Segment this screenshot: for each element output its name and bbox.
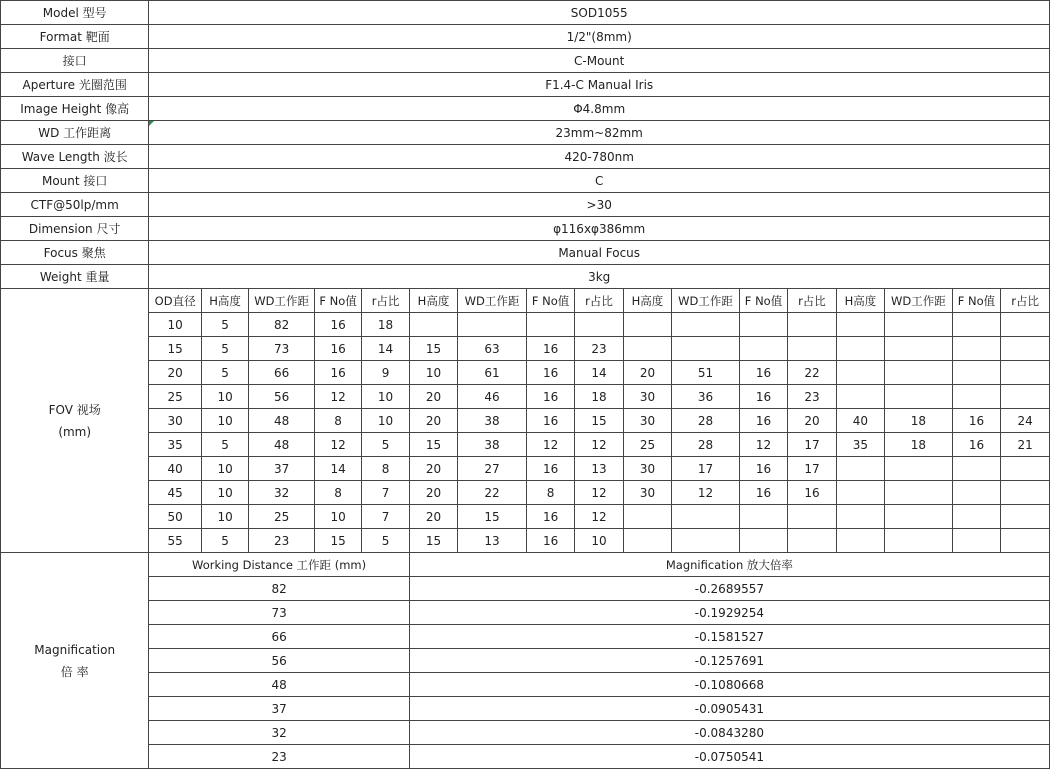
fov-cell [575,313,623,337]
fov-cell: 16 [526,457,574,481]
fov-cell: 32 [249,481,315,505]
fov-cell: 46 [458,385,527,409]
fov-cell: 16 [739,385,787,409]
fov-cell: 16 [526,361,574,385]
spec-label: Model 型号 [1,1,149,25]
fov-cell: 16 [739,457,787,481]
working-distance-cell: 32 [149,721,409,745]
fov-cell [952,529,1000,553]
fov-cell [836,505,884,529]
fov-cell [1001,337,1050,361]
fov-cell: 10 [201,505,248,529]
fov-column-header: r占比 [788,289,836,313]
fov-column-header: H高度 [201,289,248,313]
fov-label-line2: (mm) [58,424,92,439]
fov-data-row [1,409,1050,433]
fov-cell: 16 [788,481,836,505]
fov-column-header: WD工作距 [458,289,527,313]
fov-cell [1001,457,1050,481]
fov-cell: 25 [623,433,671,457]
fov-cell: 73 [249,337,315,361]
spec-label: Aperture 光圈范围 [1,73,149,97]
spec-value: 1/2"(8mm) [149,25,1050,49]
fov-cell: 10 [362,409,409,433]
fov-cell [952,457,1000,481]
fov-cell: 7 [362,505,409,529]
fov-data-row [1,505,1050,529]
fov-cell: 8 [314,481,361,505]
fov-cell [623,313,671,337]
fov-cell: 16 [314,361,361,385]
spec-value: >30 [149,193,1050,217]
fov-cell: 12 [314,385,361,409]
fov-cell: 12 [575,433,623,457]
fov-cell: 5 [362,433,409,457]
fov-cell [885,505,953,529]
magnification-value-cell: -0.2689557 [409,577,1049,601]
magnification-data-row [1,697,1050,721]
fov-cell: 10 [362,385,409,409]
spec-label: WD 工作距离 [1,121,149,145]
magnification-value-cell: -0.1080668 [409,673,1049,697]
fov-column-header: F No值 [526,289,574,313]
spec-label: 接口 [1,49,149,73]
fov-column-header: H高度 [409,289,457,313]
fov-cell: 28 [672,409,740,433]
fov-cell: 22 [788,361,836,385]
fov-cell [952,337,1000,361]
fov-cell [952,385,1000,409]
fov-cell: 12 [672,481,740,505]
fov-cell: 10 [201,409,248,433]
spec-value: 3kg [149,265,1050,289]
spec-row [1,121,1050,145]
fov-cell: 10 [201,481,248,505]
fov-cell [885,361,953,385]
spec-label: CTF@50lp/mm [1,193,149,217]
fov-cell: 5 [201,529,248,553]
fov-cell: 14 [362,337,409,361]
fov-cell: 24 [1001,409,1050,433]
fov-cell: 40 [149,457,201,481]
fov-cell [739,313,787,337]
spec-row [1,193,1050,217]
fov-data-row [1,433,1050,457]
magnification-header-row [1,553,1050,577]
fov-cell [788,337,836,361]
fov-header-row [1,289,1050,313]
fov-cell [836,481,884,505]
fov-cell: 20 [409,481,457,505]
fov-column-header: r占比 [362,289,409,313]
fov-cell: 66 [249,361,315,385]
magnification-data-row [1,577,1050,601]
fov-cell [672,313,740,337]
magnification-value-cell: -0.0750541 [409,745,1049,769]
fov-cell: 16 [314,313,361,337]
fov-column-header: WD工作距 [672,289,740,313]
fov-cell [409,313,457,337]
fov-column-header: OD直径 [149,289,201,313]
fov-cell: 37 [249,457,315,481]
fov-cell [788,505,836,529]
working-distance-cell: 48 [149,673,409,697]
fov-cell: 16 [739,481,787,505]
fov-cell: 20 [623,361,671,385]
fov-cell: 15 [149,337,201,361]
working-distance-cell: 23 [149,745,409,769]
fov-cell: 10 [314,505,361,529]
spec-label: Weight 重量 [1,265,149,289]
fov-column-header: F No值 [952,289,1000,313]
fov-cell: 16 [739,409,787,433]
spec-table-body [1,1,1050,769]
spec-label: Focus 聚焦 [1,241,149,265]
working-distance-cell: 37 [149,697,409,721]
fov-cell: 20 [788,409,836,433]
fov-cell: 23 [575,337,623,361]
fov-cell: 22 [458,481,527,505]
fov-cell: 5 [201,361,248,385]
fov-cell: 5 [201,337,248,361]
fov-cell: 61 [458,361,527,385]
fov-cell: 38 [458,409,527,433]
spec-value: C-Mount [149,49,1050,73]
fov-column-header: r占比 [575,289,623,313]
magnification-data-row [1,625,1050,649]
fov-cell: 63 [458,337,527,361]
spec-row [1,97,1050,121]
fov-cell [836,385,884,409]
fov-cell: 17 [788,433,836,457]
fov-cell [1001,481,1050,505]
fov-cell [952,313,1000,337]
fov-label-line1: FOV 视场 [48,402,101,417]
working-distance-header: Working Distance 工作距 (mm) [149,553,409,577]
fov-column-header: WD工作距 [249,289,315,313]
working-distance-cell: 82 [149,577,409,601]
spec-row [1,49,1050,73]
fov-cell: 23 [249,529,315,553]
fov-cell: 25 [249,505,315,529]
fov-cell [885,481,953,505]
fov-cell [952,505,1000,529]
fov-cell: 16 [526,505,574,529]
fov-data-row [1,457,1050,481]
fov-cell [739,337,787,361]
fov-cell: 13 [575,457,623,481]
fov-data-row [1,337,1050,361]
fov-cell: 35 [836,433,884,457]
fov-cell: 30 [623,481,671,505]
fov-cell: 12 [575,505,623,529]
fov-cell: 18 [885,409,953,433]
spec-label: Dimension 尺寸 [1,217,149,241]
fov-cell: 7 [362,481,409,505]
fov-cell: 8 [526,481,574,505]
fov-cell: 14 [314,457,361,481]
magnification-data-row [1,649,1050,673]
fov-cell: 56 [249,385,315,409]
fov-cell: 10 [201,385,248,409]
fov-cell: 16 [526,409,574,433]
fov-cell [739,505,787,529]
fov-cell: 48 [249,409,315,433]
spec-row [1,145,1050,169]
spec-label: Mount 接口 [1,169,149,193]
spec-row [1,73,1050,97]
fov-cell: 12 [739,433,787,457]
fov-cell: 30 [623,409,671,433]
fov-column-header: F No值 [314,289,361,313]
fov-cell: 10 [575,529,623,553]
spec-row [1,169,1050,193]
fov-cell: 20 [409,505,457,529]
fov-data-row [1,361,1050,385]
magnification-value-cell: -0.1581527 [409,625,1049,649]
fov-cell: 16 [314,337,361,361]
fov-cell [1001,385,1050,409]
fov-cell: 16 [526,385,574,409]
fov-cell [623,505,671,529]
fov-cell: 8 [314,409,361,433]
magnification-value-cell: -0.0905431 [409,697,1049,721]
fov-cell: 12 [575,481,623,505]
magnification-value-cell: -0.1929254 [409,601,1049,625]
fov-cell: 82 [249,313,315,337]
fov-cell [836,313,884,337]
fov-label [1,289,149,553]
magnification-data-row [1,721,1050,745]
fov-cell [788,529,836,553]
fov-cell [672,337,740,361]
fov-cell [952,361,1000,385]
fov-cell [672,529,740,553]
fov-data-row [1,313,1050,337]
fov-cell: 51 [672,361,740,385]
fov-cell: 15 [409,529,457,553]
fov-cell: 5 [201,313,248,337]
spec-value: 420-780nm [149,145,1050,169]
fov-cell: 12 [314,433,361,457]
magnification-data-row [1,673,1050,697]
fov-cell: 50 [149,505,201,529]
fov-cell: 16 [526,337,574,361]
spec-row [1,241,1050,265]
fov-cell: 48 [249,433,315,457]
spec-value: φ116xφ386mm [149,217,1050,241]
fov-cell: 20 [409,409,457,433]
fov-data-row [1,385,1050,409]
fov-cell: 20 [149,361,201,385]
spec-value: SOD1055 [149,1,1050,25]
fov-cell [885,337,953,361]
fov-cell [836,337,884,361]
spec-value: F1.4-C Manual Iris [149,73,1050,97]
fov-cell [623,337,671,361]
magnification-value-cell: -0.1257691 [409,649,1049,673]
fov-cell: 15 [409,433,457,457]
fov-cell: 15 [409,337,457,361]
fov-column-header: H高度 [623,289,671,313]
magnification-label-line2: 倍 率 [60,664,89,679]
fov-cell: 5 [201,433,248,457]
fov-cell: 17 [788,457,836,481]
fov-cell: 30 [623,385,671,409]
magnification-data-row [1,745,1050,769]
fov-cell [1001,529,1050,553]
fov-cell [952,481,1000,505]
spec-row [1,1,1050,25]
fov-column-header: H高度 [836,289,884,313]
fov-data-row [1,481,1050,505]
spec-value: 23mm~82mm [149,121,1050,145]
fov-cell: 10 [201,457,248,481]
fov-cell: 21 [1001,433,1050,457]
fov-cell: 9 [362,361,409,385]
fov-column-header: WD工作距 [885,289,953,313]
fov-cell: 16 [952,409,1000,433]
fov-cell [1001,361,1050,385]
fov-cell: 38 [458,433,527,457]
fov-cell: 16 [526,529,574,553]
fov-cell: 15 [575,409,623,433]
fov-cell: 16 [952,433,1000,457]
working-distance-cell: 73 [149,601,409,625]
spec-label: Image Height 像高 [1,97,149,121]
fov-cell: 18 [885,433,953,457]
fov-cell: 55 [149,529,201,553]
fov-cell [1001,505,1050,529]
fov-cell: 20 [409,457,457,481]
fov-cell [458,313,527,337]
fov-cell [885,313,953,337]
fov-cell [1001,313,1050,337]
magnification-label-line1: Magnification [34,642,116,657]
fov-cell [739,529,787,553]
fov-cell [885,529,953,553]
fov-cell [788,313,836,337]
fov-cell: 18 [575,385,623,409]
fov-cell [836,361,884,385]
spec-row [1,217,1050,241]
magnification-label [1,553,149,769]
working-distance-cell: 56 [149,649,409,673]
fov-column-header: F No值 [739,289,787,313]
fov-cell: 35 [149,433,201,457]
fov-cell: 36 [672,385,740,409]
fov-cell: 20 [409,385,457,409]
fov-cell: 28 [672,433,740,457]
fov-cell: 40 [836,409,884,433]
spec-row [1,265,1050,289]
fov-cell [885,457,953,481]
fov-cell: 18 [362,313,409,337]
spec-value: Φ4.8mm [149,97,1050,121]
spec-row [1,25,1050,49]
fov-cell: 30 [623,457,671,481]
magnification-data-row [1,601,1050,625]
magnification-value-cell: -0.0843280 [409,721,1049,745]
fov-cell: 14 [575,361,623,385]
fov-cell: 27 [458,457,527,481]
fov-cell [836,457,884,481]
fov-cell [623,529,671,553]
fov-cell: 8 [362,457,409,481]
fov-cell: 5 [362,529,409,553]
spec-value: Manual Focus [149,241,1050,265]
spec-value: C [149,169,1050,193]
spec-label: Wave Length 波长 [1,145,149,169]
fov-cell: 15 [314,529,361,553]
fov-cell [885,385,953,409]
spec-label: Format 靶面 [1,25,149,49]
fov-cell: 30 [149,409,201,433]
fov-cell: 25 [149,385,201,409]
fov-data-row [1,529,1050,553]
fov-cell: 13 [458,529,527,553]
fov-cell: 23 [788,385,836,409]
fov-cell: 16 [739,361,787,385]
fov-cell: 17 [672,457,740,481]
fov-cell: 10 [409,361,457,385]
fov-column-header: r占比 [1001,289,1050,313]
fov-cell: 12 [526,433,574,457]
fov-cell [526,313,574,337]
fov-cell: 15 [458,505,527,529]
magnification-header: Magnification 放大倍率 [409,553,1049,577]
fov-cell: 45 [149,481,201,505]
fov-cell: 10 [149,313,201,337]
working-distance-cell: 66 [149,625,409,649]
fov-cell [672,505,740,529]
fov-cell [836,529,884,553]
